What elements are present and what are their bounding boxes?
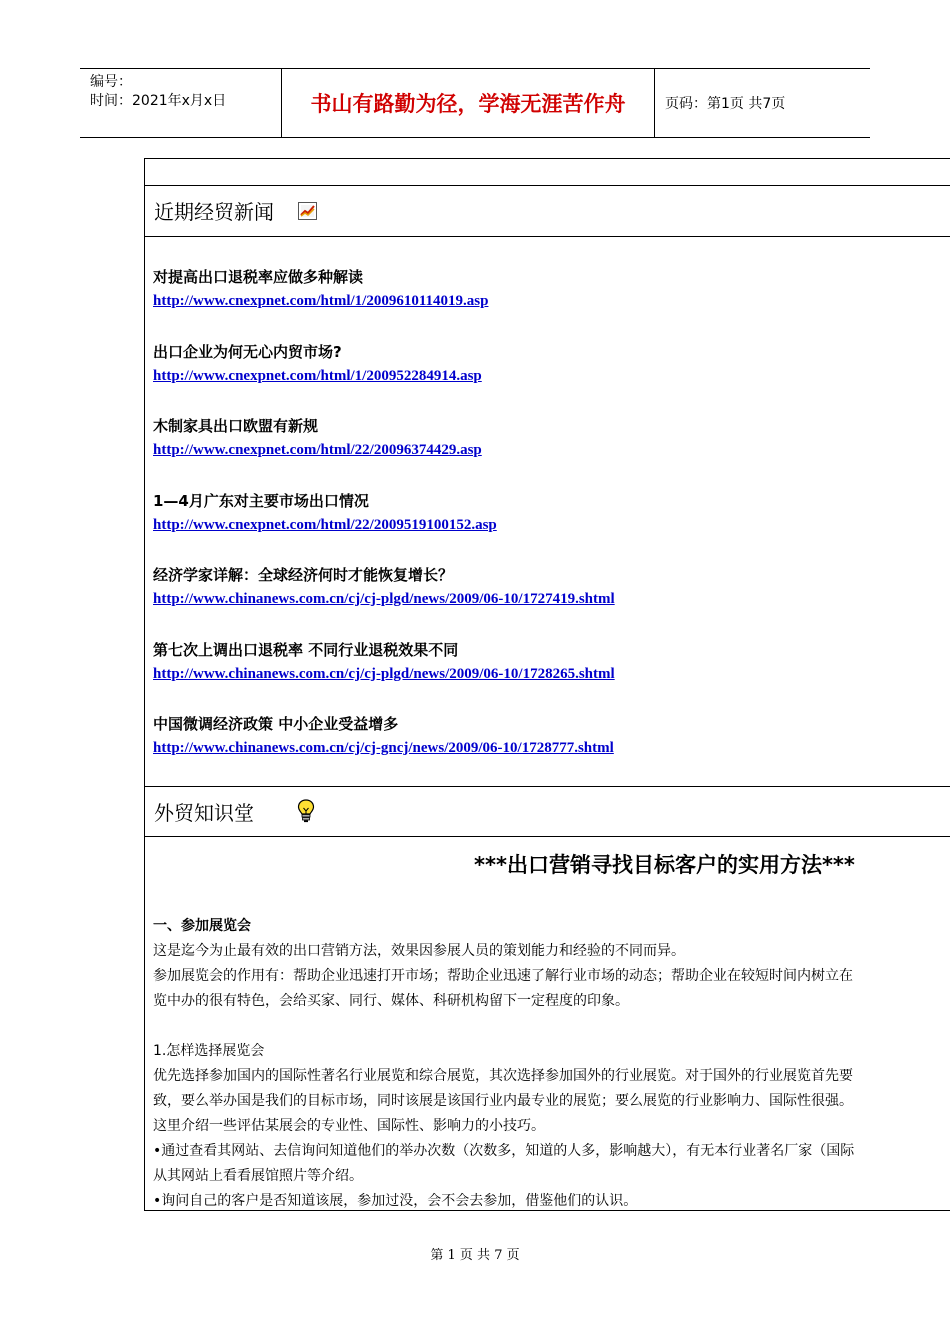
bullet-item: •通过查看其网站、去信询问知道他们的举办次数（次数多，知道的人多，影响越大），有无本行业著名厂家（国际 <box>153 1143 855 1159</box>
page-info: 页码：第1页 共7页 <box>665 96 786 112</box>
news-link[interactable]: http://www.cnexpnet.com/html/1/2009610114019.asp <box>153 293 489 309</box>
news-title: 1—4月广东对主要市场出口情况 <box>153 492 369 510</box>
table-top-border <box>144 158 950 159</box>
paragraph: 览中办的很有特色，会给买家、同行、媒体、科研机构留下一定程度的印象。 <box>153 993 629 1009</box>
news-link[interactable]: http://www.cnexpnet.com/html/22/2009519100152.asp <box>153 517 497 533</box>
table-bottom-border <box>144 1210 950 1211</box>
spacer <box>153 1014 950 1039</box>
page-footer: 第 1 页 共 7 页 <box>430 1248 520 1263</box>
news-item <box>153 565 950 609</box>
knowledge-section-title: 外贸知识堂 <box>154 801 254 825</box>
time-label: 时间：2021年x月x日 <box>90 93 227 109</box>
paragraph: 优先选择参加国内的国际性著名行业展览和综合展览，其次选择参加国外的行业展览。对于国外的行业展览首先要 <box>153 1068 853 1084</box>
motto: 书山有路勤为径，学海无涯苦作舟 <box>310 92 626 116</box>
paragraph: 这里介绍一些评估某展会的专业性、国际性、影响力的小技巧。 <box>153 1118 545 1134</box>
paragraph: 致，要么举办国是我们的目标市场，同时该展是该国行业内最专业的展览；要么展览的行业影响力、国际性很强。 <box>153 1093 853 1109</box>
article-body <box>153 914 950 1214</box>
subheading: 1.怎样选择展览会 <box>153 1043 265 1059</box>
news-title: 第七次上调出口退税率 不同行业退税效果不同 <box>153 641 459 659</box>
news-link[interactable]: http://www.cnexpnet.com/html/22/20096374429.asp <box>153 442 482 458</box>
news-title: 出口企业为何无心内贸市场? <box>153 343 342 361</box>
paragraph: 这是迄今为止最有效的出口营销方法，效果因参展人员的策划能力和经验的不同而异。 <box>153 943 685 959</box>
news-link[interactable]: http://www.chinanews.com.cn/cj/cj-gncj/news/2009/06-10/1728777.shtml <box>153 740 614 756</box>
news-link[interactable]: http://www.cnexpnet.com/html/1/200952284914.asp <box>153 368 482 384</box>
header-meta-cell <box>80 69 282 137</box>
section-heading: 一、参加展览会 <box>153 918 251 934</box>
news-item <box>153 416 950 460</box>
lightbulb-icon <box>297 799 315 827</box>
news-title: 木制家具出口欧盟有新规 <box>153 417 319 435</box>
header-page-cell <box>655 69 870 137</box>
paragraph: 参加展览会的作用有：帮助企业迅速打开市场；帮助企业迅速了解行业市场的动态；帮助企业在较短时间内树立在 <box>153 968 853 984</box>
news-item <box>153 267 950 311</box>
news-item <box>153 491 950 535</box>
number-label: 编号： <box>90 74 132 90</box>
news-item <box>153 714 950 758</box>
table-divider <box>144 185 950 186</box>
news-item <box>153 342 950 386</box>
table-divider <box>144 236 950 237</box>
table-left-border <box>144 158 145 1211</box>
news-link[interactable]: http://www.chinanews.com.cn/cj/cj-plgd/news/2009/06-10/1728265.shtml <box>153 666 615 682</box>
news-item <box>153 640 950 684</box>
chart-icon <box>298 202 317 224</box>
table-divider <box>144 836 950 837</box>
header-motto-cell <box>282 69 655 137</box>
document-header <box>80 68 870 138</box>
news-section-title: 近期经贸新闻 <box>154 200 274 224</box>
table-divider <box>144 786 950 787</box>
article-title: ***出口营销寻找目标客户的实用方法*** <box>474 853 855 877</box>
news-link[interactable]: http://www.chinanews.com.cn/cj/cj-plgd/news/2009/06-10/1727419.shtml <box>153 591 615 607</box>
content-table <box>144 158 950 1211</box>
news-title: 经济学家详解：全球经济何时才能恢复增长？ <box>153 566 454 584</box>
bullet-item: 从其网站上看看展馆照片等介绍。 <box>153 1168 363 1184</box>
news-title: 中国微调经济政策 中小企业受益增多 <box>153 715 399 733</box>
news-title: 对提高出口退税率应做多种解读 <box>153 268 364 286</box>
bullet-item: •询问自己的客户是否知道该展，参加过没，会不会去参加，借鉴他们的认识。 <box>153 1193 638 1209</box>
